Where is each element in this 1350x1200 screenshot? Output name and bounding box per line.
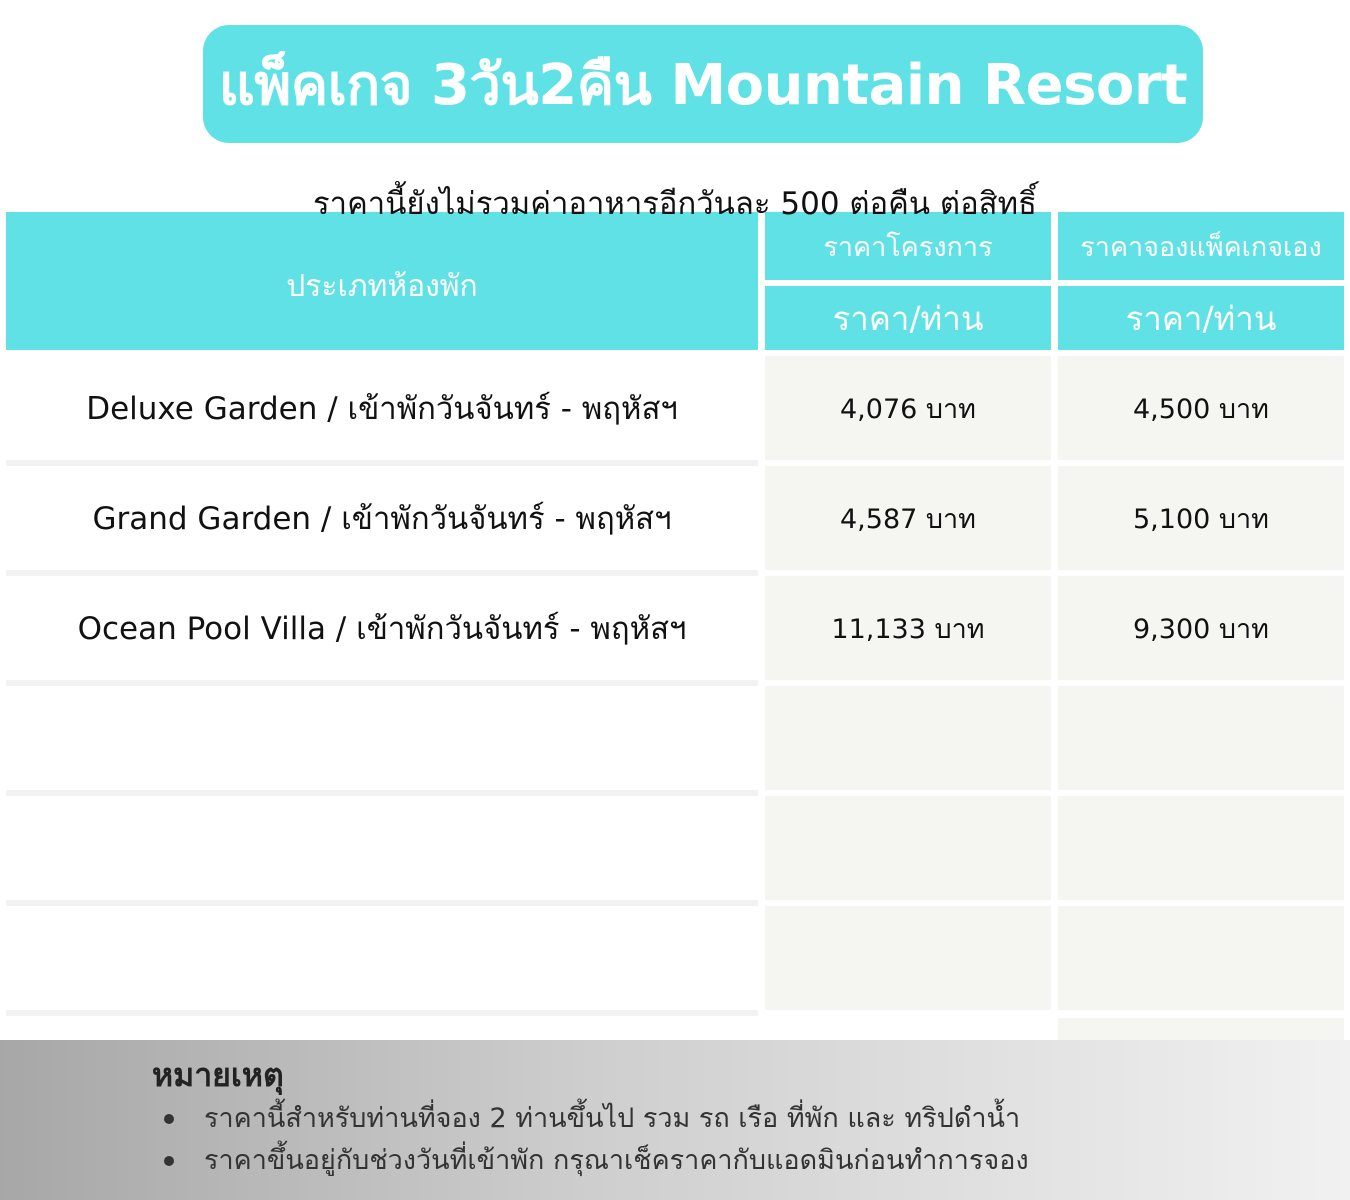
empty-price-cell	[1058, 686, 1344, 790]
room-name: Grand Garden / เข้าพักวันจันทร์ - พฤหัสฯ	[92, 501, 672, 537]
notes-list	[160, 1098, 1029, 1182]
self-price-value: 4,500 บาท	[1133, 393, 1269, 425]
price-note-subtitle: ราคานี้ยังไม่รวมค่าอาหารอีกวันละ 500 ต่อคืน ต่อสิทธิ์	[313, 186, 1037, 222]
empty-price-cell	[1058, 796, 1344, 900]
title-banner	[203, 25, 1203, 143]
notes-title: หมายเหตุ	[152, 1056, 284, 1094]
header-per-person-self-label: ราคา/ท่าน	[1125, 298, 1277, 338]
note-text: ราคานี้สำหรับท่านที่จอง 2 ท่านขึ้นไป รวม รถ เรือ ที่พัก และ ทริปดำน้ำ	[204, 1103, 1021, 1134]
table-row-project-price	[765, 356, 1051, 460]
room-name: Ocean Pool Villa / เข้าพักวันจันทร์ - พฤหัสฯ	[77, 611, 687, 647]
bullet-icon	[164, 1156, 174, 1166]
header-project-price-label: ราคาโครงการ	[823, 231, 993, 263]
table-row-project-price	[765, 466, 1051, 570]
project-price-value: 4,076 บาท	[840, 393, 976, 425]
empty-price-cell	[1058, 906, 1344, 1010]
row-separator	[6, 900, 758, 906]
row-separator	[6, 1010, 758, 1016]
list-item	[160, 1140, 1029, 1182]
header-room-type-label: ประเภทห้องพัก	[286, 268, 478, 304]
table-row-room	[6, 356, 758, 460]
project-price-value: 11,133 บาท	[831, 613, 985, 645]
table-row-self-price	[1058, 356, 1344, 460]
table-row-self-price	[1058, 576, 1344, 680]
empty-price-cell	[765, 906, 1051, 1010]
table-row-project-price	[765, 576, 1051, 680]
bullet-icon	[164, 1114, 174, 1124]
empty-price-cell	[765, 796, 1051, 900]
empty-price-cell	[765, 686, 1051, 790]
header-room-type	[6, 212, 758, 350]
room-name: Deluxe Garden / เข้าพักวันจันทร์ - พฤหัสฯ	[86, 391, 678, 427]
self-price-value: 5,100 บาท	[1133, 503, 1269, 535]
header-per-person-project-label: ราคา/ท่าน	[832, 298, 984, 338]
table-row-room	[6, 576, 758, 680]
table-row-self-price	[1058, 466, 1344, 570]
list-item	[160, 1098, 1029, 1140]
row-separator	[6, 680, 758, 686]
table-row-room	[6, 466, 758, 570]
notes-panel	[0, 1040, 1350, 1200]
header-per-person-project	[765, 286, 1051, 350]
row-separator	[6, 790, 758, 796]
project-price-value: 4,587 บาท	[840, 503, 976, 535]
self-price-value: 9,300 บาท	[1133, 613, 1269, 645]
header-per-person-self	[1058, 286, 1344, 350]
page-title: แพ็คเกจ 3วัน2คืน Mountain Resort	[218, 52, 1188, 118]
header-self-book-price-label: ราคาจองแพ็คเกจเอง	[1080, 231, 1322, 263]
note-text: ราคาขึ้นอยู่กับช่วงวันที่เข้าพัก กรุณาเช็คราคากับแอดมินก่อนทำการจอง	[204, 1145, 1029, 1176]
